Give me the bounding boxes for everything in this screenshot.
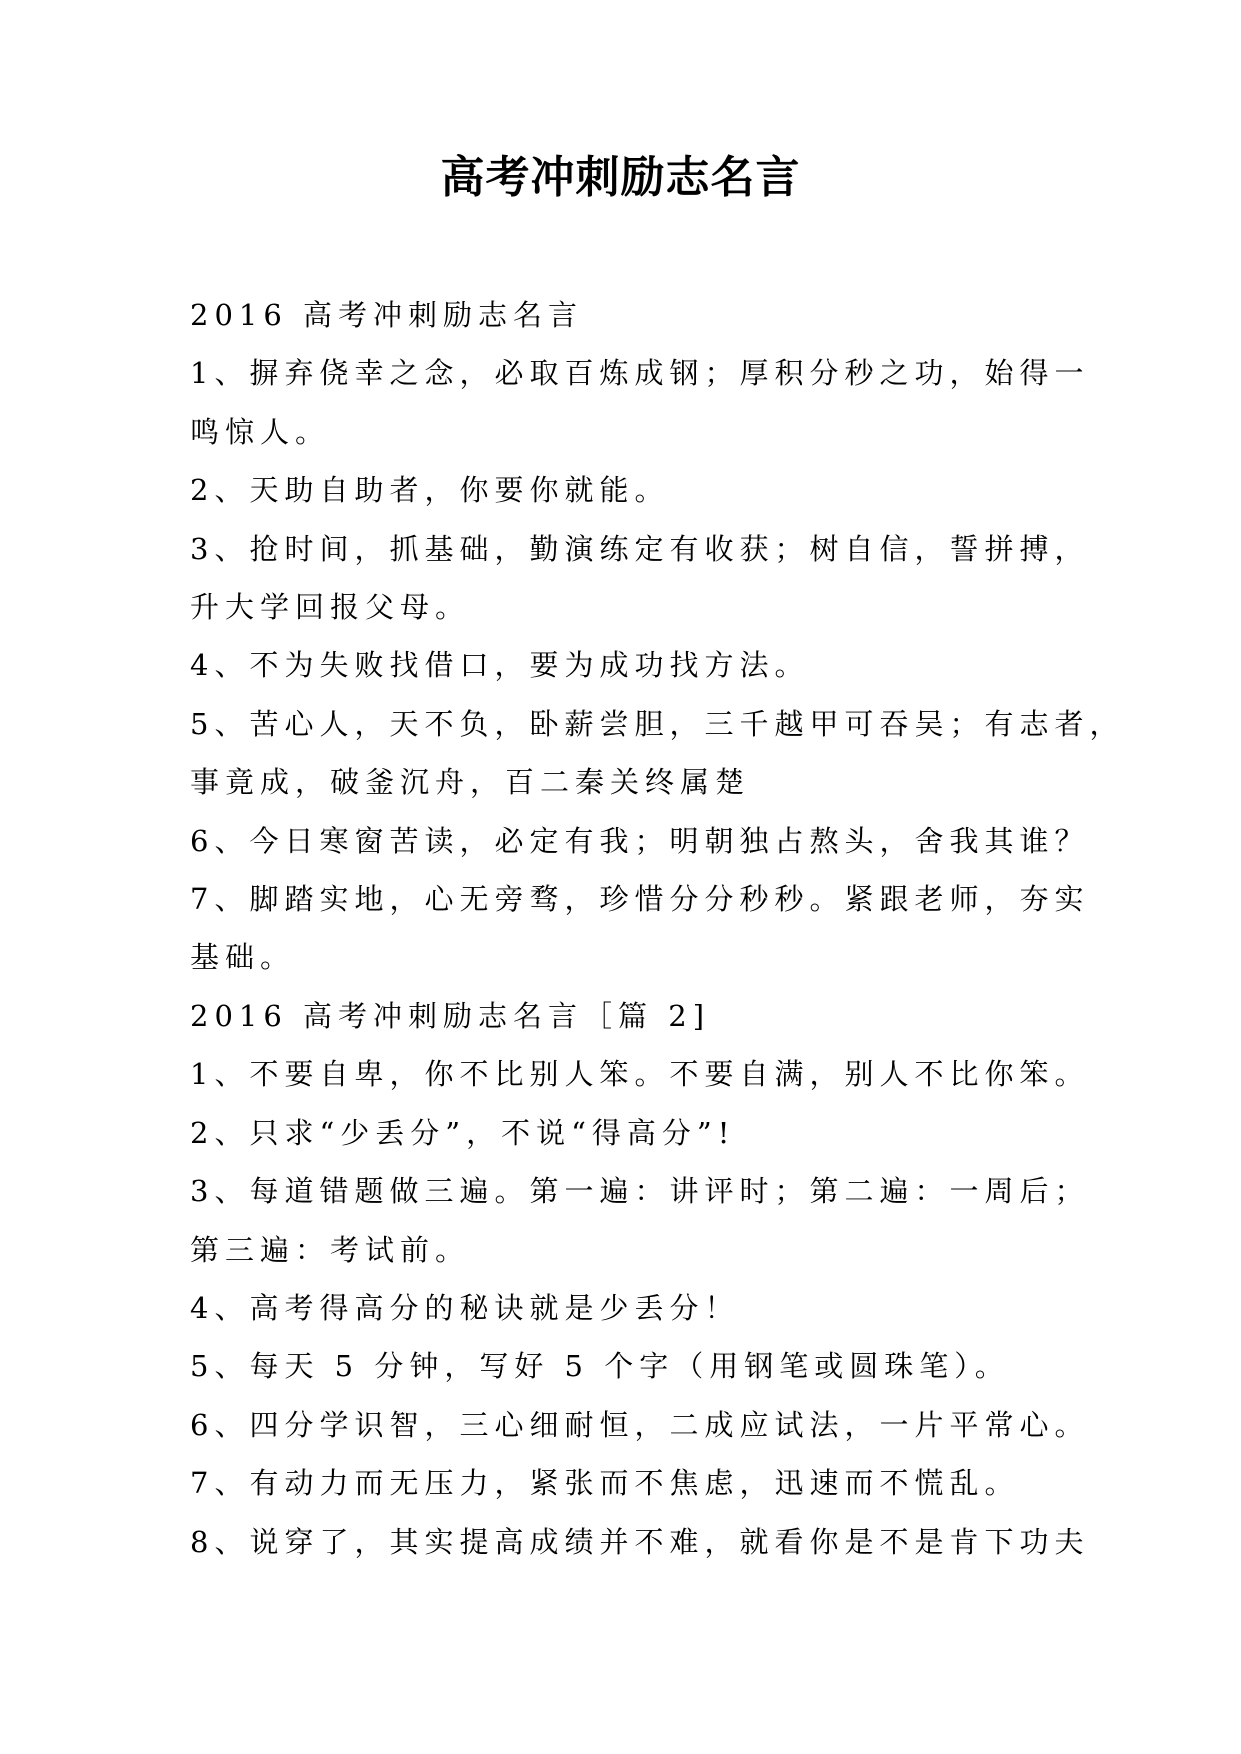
text-line: 6、四分学识智，三心细耐恒，二成应试法，一片平常心。 [190,1407,1090,1442]
text-line: 8、说穿了，其实提高成绩并不难，就看你是不是肯下功夫 [190,1524,1090,1559]
text-line: 1、不要自卑，你不比别人笨。不要自满，别人不比你笨。 [190,1057,1090,1092]
text-line: 1、摒弃侥幸之念，必取百炼成钢；厚积分秒之功，始得一 [190,356,1090,391]
document-title: 高考冲刺励志名言 [440,152,801,203]
document-body [190,286,1125,1571]
text-line: 4、不为失败找借口，要为成功找方法。 [190,648,810,683]
text-line: 鸣惊人。 [190,414,331,449]
text-line: 2、天助自助者，你要你就能。 [190,473,670,508]
text-line: 3、抢时间，抓基础，勤演练定有收获；树自信，誓拼搏， [190,531,1090,566]
text-line: 事竟成，破釜沉舟，百二秦关终属楚 [190,765,751,800]
text-line: 升大学回报父母。 [190,590,471,625]
section-heading: 2016 高考冲刺励志名言 [190,298,584,332]
text-line: 5、每天 5 分钟，写好 5 个字（用钢笔或圆珠笔）。 [190,1349,1010,1384]
text-line: 7、有动力而无压力，紧张而不焦虑，迅速而不慌乱。 [190,1466,1020,1501]
section-heading: 2016 高考冲刺励志名言［篇 2] [190,998,711,1033]
text-line: 4、高考得高分的秘诀就是少丢分！ [190,1290,740,1325]
text-line: 5、苦心人，天不负，卧薪尝胆，三千越甲可吞吴；有志者， [190,706,1125,741]
text-line: 第三遍：考试前。 [190,1232,471,1267]
text-line: 2、只求“少丢分”，不说“得高分”! [190,1115,736,1150]
text-line: 基础。 [190,940,296,975]
text-line: 6、今日寒窗苦读，必定有我；明朝独占熬头，舍我其谁？ [190,823,1090,858]
text-line: 3、每道错题做三遍。第一遍：讲评时；第二遍：一周后； [190,1174,1090,1209]
text-line: 7、脚踏实地，心无旁骛，珍惜分分秒秒。紧跟老师，夯实 [190,882,1090,917]
